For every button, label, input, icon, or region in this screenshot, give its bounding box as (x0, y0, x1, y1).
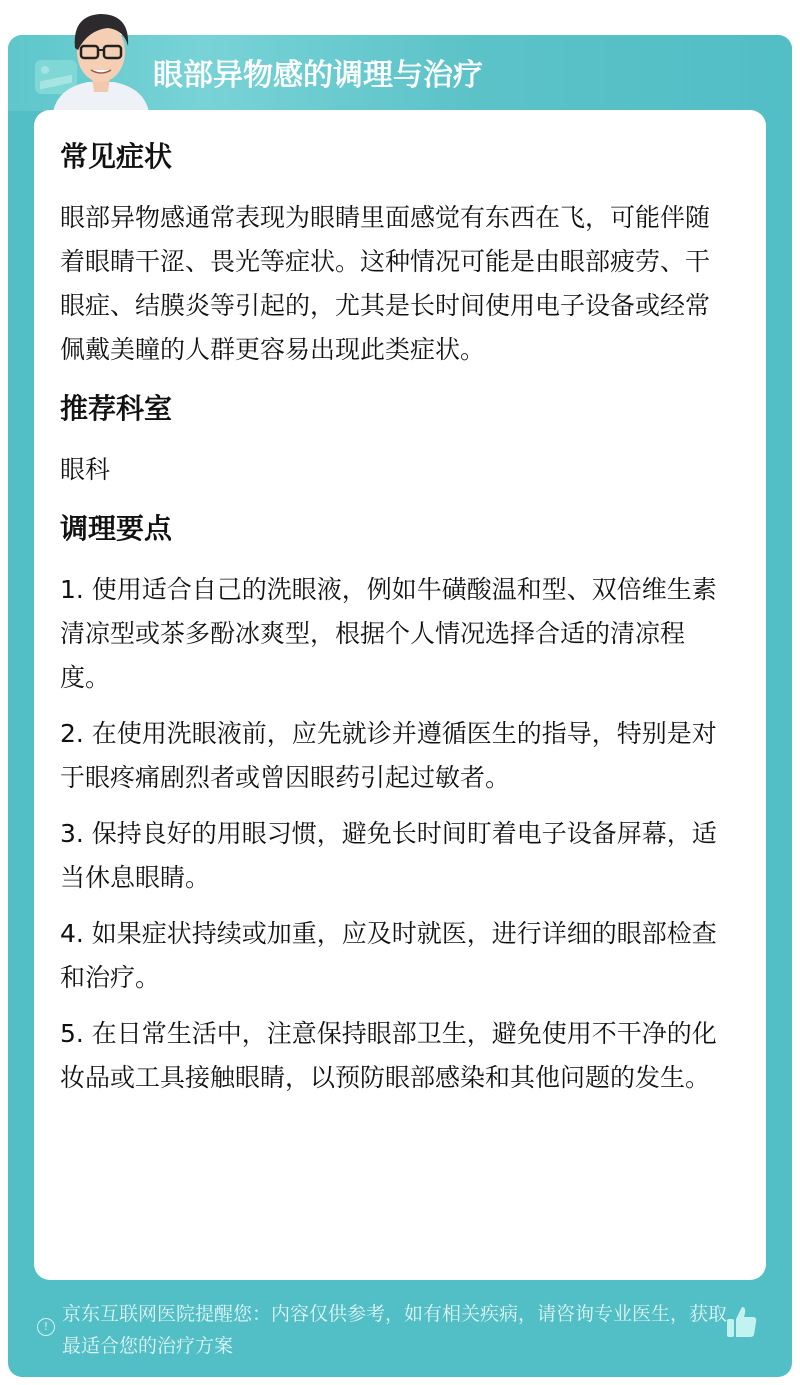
section-care-tips (60, 504, 730, 1100)
section-symptoms (60, 132, 730, 372)
section-heading: 常见症状 (60, 140, 173, 173)
thumbs-up-icon[interactable] (726, 1305, 758, 1339)
info-icon: ! (37, 1318, 55, 1336)
section-text: 眼部异物感通常表现为眼睛里面感觉有东西在飞，可能伴随着眼睛干涩、畏光等症状。这种情况可能是由眼部疲劳、干眼症、结膜炎等引起的，尤其是长时间使用电子设备或经常佩戴美瞳的人群更容易出现此类症状。 (60, 203, 711, 364)
section-heading: 推荐科室 (60, 392, 173, 425)
section-text: 眼科 (60, 455, 111, 484)
list-item: 2. 在使用洗眼液前，应先就诊并遵循医生的指导，特别是对于眼疼痛剧烈者或曾因眼药引起过敏者。 (60, 719, 717, 792)
section-department (60, 384, 730, 492)
section-heading: 调理要点 (60, 512, 173, 545)
content-card (34, 110, 766, 1280)
list-item: 5. 在日常生活中，注意保持眼部卫生，避免使用不干净的化妆品或工具接触眼睛，以预防眼部感染和其他问题的发生。 (60, 1019, 717, 1092)
list-item: 1. 使用适合自己的洗眼液，例如牛磺酸温和型、双倍维生素清凉型或茶多酚冰爽型，根据个人情况选择合适的清凉程度。 (60, 575, 717, 692)
disclaimer-text: 京东互联网医院提醒您：内容仅供参考，如有相关疾病，请咨询专业医生，获取最适合您的治疗方案 (62, 1303, 728, 1357)
doctor-avatar-icon (48, 8, 154, 112)
list-item: 3. 保持良好的用眼习惯，避免长时间盯着电子设备屏幕，适当休息眼睛。 (60, 819, 717, 892)
page-title: 眼部异物感的调理与治疗 (153, 58, 483, 93)
list-item: 4. 如果症状持续或加重，应及时就医，进行详细的眼部检查和治疗。 (60, 919, 717, 992)
